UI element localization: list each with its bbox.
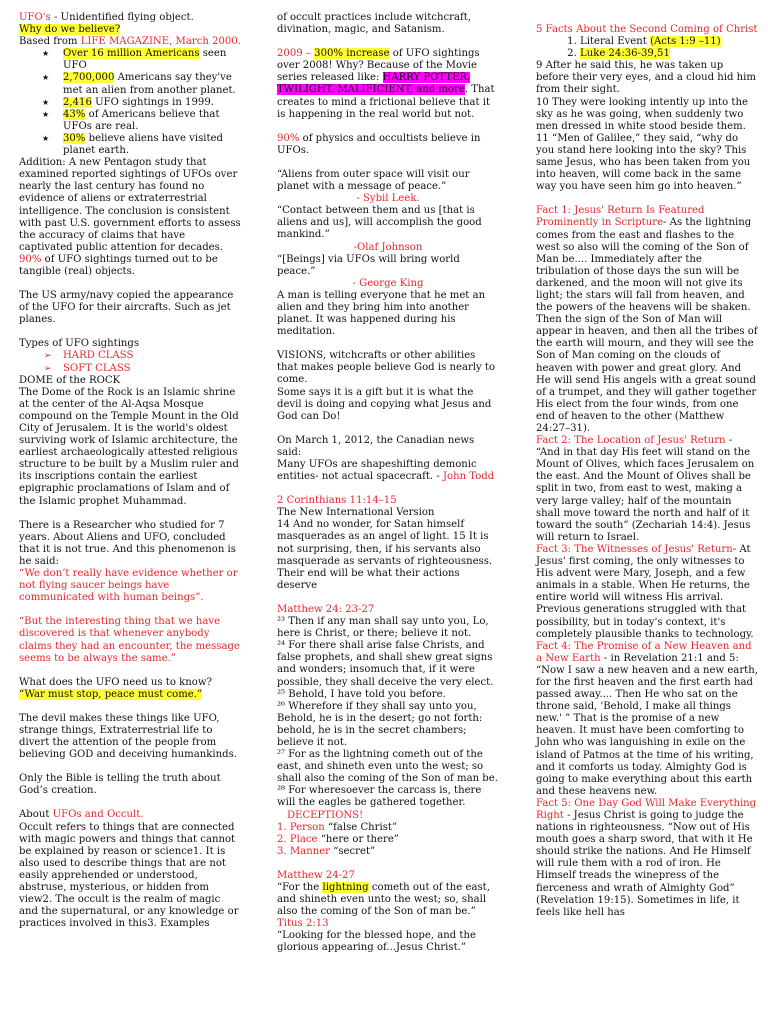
verse <box>277 616 499 640</box>
event-ref-label: Literal Event <box>580 36 651 48</box>
ufo-definition <box>19 12 241 24</box>
class-item-hard: ➢ HARD CLASS <box>63 350 241 362</box>
researcher-paragraph: There is a Researcher who studied for 7 years. About Aliens and UFO, concluded that it is not true. And this phenomenon is he said: <box>19 519 236 567</box>
occult-continued: of occult practices include witchcraft, divination, magic, and Satanism. <box>277 12 471 36</box>
fact-1-title: Fact 1: Jesus' Return Is Featured Prominently in Scripture <box>536 205 705 229</box>
stat-highlight: 30% <box>63 132 86 144</box>
author-john-todd: John Todd <box>442 471 495 483</box>
event-ref-highlight: Luke 24:36-39,51 <box>580 48 670 60</box>
shapeshifting-line <box>277 459 499 483</box>
verse-number: ²⁷ <box>277 749 286 761</box>
verse-text: For wheresoever the carcass is, there will the eagles be gathered together. <box>277 785 482 809</box>
pentagon-addition: Addition: A new Pentagon study that examined reported sightings of UFOs over nearly the last century has found no evidence of aliens or extraterrestrial intelligence. The conclusion is consistent with past U.S. government efforts to assess the accuracy of claims that have captivated public attention for decades. <box>19 157 241 253</box>
about-heading <box>19 809 241 821</box>
spacer <box>19 761 241 773</box>
fact-2-title: Fact 2: The Location of Jesus' Return <box>536 435 726 447</box>
author-olaf: -Olaf Johnson <box>353 241 423 253</box>
verse <box>277 640 499 688</box>
spacer <box>19 797 241 809</box>
fact-4-text: - in Revelation 21:1 and 5: “Now I saw a new heaven and a new earth, for the first heaven and the first earth had passed away.... Then He who sat on the throne said, 'Behold, I make all things new.' ” That is the promise of a new heaven. It must have been comforting to John who was languishing in exile on the island of Patmos at the time of his writing, and it comforts us today. Almighty God is going to make everything about this earth and these heavens new. <box>536 652 758 797</box>
movies-highlight: HARRY POTTER. TWILIGHT. MALIFICIENT, and more <box>277 72 471 96</box>
stat-text: UFO sightings in 1999. <box>91 96 214 108</box>
spacer <box>19 508 241 520</box>
year-2009-text-end: . That creates to mind a frictional believe that it is happening in the real world but not. <box>277 84 495 120</box>
stat-item <box>63 72 241 96</box>
quote-sybil: “Aliens from outer space will visit our planet with a message of peace.” <box>277 168 470 193</box>
types-heading: Types of UFO sightings <box>19 338 140 350</box>
titus-ref: Titus 2:13 <box>277 918 329 930</box>
column-middle <box>277 12 499 955</box>
lightning-pre: “For the <box>277 882 323 893</box>
event-ref-list <box>536 36 758 60</box>
class-item-soft: ➢ SOFT CLASS <box>63 363 241 375</box>
deception-value: “secret” <box>330 845 376 857</box>
deception-key: 2. Place <box>277 833 318 845</box>
ufo-definition-text: - Unidentified flying object. <box>50 12 194 23</box>
why-believe-heading <box>19 24 241 36</box>
researcher-quote-1: “We don’t really have evidence whether or not flying saucer beings have communicated with human beings”. <box>19 568 238 604</box>
stat-highlight: 2,700,000 <box>63 72 115 84</box>
five-facts-heading: 5 Facts About the Second Coming of Christ <box>536 24 758 35</box>
why-believe-text: Why do we believe? <box>19 24 121 36</box>
stat-item <box>63 133 241 157</box>
army-navy-paragraph: The US army/navy copied the appearance of the UFO for their aircrafts. Such as jet planes. <box>19 290 234 326</box>
about-topic: UFOs and Occult. <box>52 809 144 821</box>
stat-highlight: 43% <box>63 108 86 120</box>
fact-3 <box>536 544 758 641</box>
spacer <box>277 157 499 169</box>
verse-text: For there shall arise false Christs, and false prophets, and shall shew great signs and wonders; insomuch that, if it were possible, they shall deceive the very elect. <box>277 640 494 688</box>
fact-2-text: - “And in that day His feet will stand on the Mount of Olives, which faces Jerusalem on the east. And the Mount of Olives shall be split in two, from east to west, making a very large valley; half of the mountain shall move toward the north and half of it toward the south” (Zechariah 14:4). Jesus will return to Israel. <box>536 435 755 543</box>
sightings-90-percent <box>19 254 241 278</box>
stat-text: seen UFO <box>63 48 227 72</box>
deception-value: “here or there” <box>317 833 399 845</box>
spacer <box>19 604 241 616</box>
stat-highlight: Over 16 million Americans <box>63 48 200 60</box>
researcher-quote-2: “But the interesting thing that we have discovered is that whenever anybody claims they had an encounter, the message seems to be always the same.” <box>19 616 240 664</box>
stat-text: of Americans believe that UFOs are real. <box>63 108 220 132</box>
spacer <box>277 338 499 350</box>
verse-text: For as the lightning cometh out of the east, and shineth even unto the west; so shall also the coming of the Son of man be. <box>277 749 498 785</box>
spacer <box>277 121 499 133</box>
stat-item <box>63 109 241 133</box>
deception-key: 3. Manner <box>277 845 330 857</box>
deception-item <box>277 846 499 858</box>
event-ref-highlight: (Acts 1:9 –11) <box>650 36 721 48</box>
spacer <box>277 592 499 604</box>
deception-item <box>277 834 499 846</box>
increase-highlight: 300% increase <box>314 48 390 60</box>
fact-1 <box>536 205 758 435</box>
matthew-ref: Matthew 24: 23-27 <box>277 603 375 615</box>
fact-4-title: Fact 4: The Promise of a New Heaven and a New Earth <box>536 640 752 664</box>
stat-text: Americans say they've met an alien from another planet. <box>63 72 236 96</box>
spacer <box>536 193 758 205</box>
spacer <box>277 36 499 48</box>
spacer <box>277 483 499 495</box>
verse-text: Then if any man shall say unto you, Lo, here is Christ, or there; believe it not. <box>277 616 489 640</box>
verse <box>277 701 499 749</box>
spacer <box>19 278 241 290</box>
spacer <box>19 665 241 677</box>
visions-paragraph: VISIONS, witchcrafts or other abilities that makes people believe God is nearly to come. <box>277 350 496 386</box>
verse-text: Behold, I have told you before. <box>285 688 446 700</box>
fact-4 <box>536 641 758 798</box>
titus-quote: “Looking for the blessed hope, and the glorious appearing of...Jesus Christ.” <box>277 930 476 954</box>
stat-text: believe aliens have visited planet earth. <box>63 132 223 157</box>
acts-verse-9: 9 After he said this, he was taken up before their very eyes, and a cloud hid him from their sight. <box>536 60 756 96</box>
verse-text: Wherefore if they shall say unto you, Behold, he is in the desert; go not forth: behold, he is in the secret chambers; believe it not. <box>277 700 483 748</box>
deceptions-heading: DECEPTIONS! <box>287 809 364 821</box>
ufo-need-question: What does the UFO need us to know? <box>19 676 212 688</box>
quote-olaf: “Contact between them and us [that is aliens and us], will accomplish the good mankind.” <box>277 205 482 241</box>
about-prefix: About <box>19 809 53 821</box>
lightning-highlight: lightning <box>322 882 369 893</box>
matthew-27-ref: Matthew 24-27 <box>277 869 355 881</box>
canadian-news: On March 1, 2012, the Canadian news said: <box>277 434 475 458</box>
gift-paragraph: Some says it is a gift but it is what the devil is doing and copying what Jesus and God can Do! <box>277 386 492 422</box>
war-peace-text: “War must stop, peace must come.” <box>19 688 203 700</box>
source-magazine: LIFE MAGAZINE, March 2000. <box>80 36 241 48</box>
fact-5-title: Fact 5: One Day God Will Make Everything Right <box>536 797 757 821</box>
spacer <box>277 423 499 435</box>
verse-number: ²⁶ <box>277 700 286 712</box>
corinthians-text: 14 And no wonder, for Satan himself masquerades as an angel of light. 15 It is not surprising, then, if his servants also masquerade as servants of righteousness. Their end will be what their actions deserve <box>277 519 493 591</box>
verse <box>277 689 499 701</box>
verse-number: ²⁸ <box>277 785 286 797</box>
fact-3-title: Fact 3: The Witnesses of Jesus' Return <box>536 543 733 555</box>
shapeshifting-text: Many UFOs are shapeshifting demonic entities- not actual spacecraft. - <box>277 459 477 483</box>
verse <box>277 785 499 809</box>
source-prefix: Based from <box>19 36 81 48</box>
event-ref-item <box>580 48 758 60</box>
stat-item <box>63 48 241 72</box>
deception-value: “false Christ” <box>324 821 398 833</box>
acts-verse-10: 10 They were looking intently up into the sky as he was going, when suddenly two men dressed in white stood beside them. 11 “Men of Galilee,” they said, “why do you stand here looking into the sky? This same Jesus, who has been taken from you into heaven, will come back in the same way you have seen him go into heaven.” <box>536 96 751 193</box>
fact-3-text: - At Jesus' first coming, the only witnesses to His advent were Mary, Joseph, and a few animals in a stable. When He returns, the entire world will witness His arrival. Previous generations struggled with that possibility, but in today's context, it's completely plausible thanks to technology. <box>536 543 754 640</box>
percent-90: 90% <box>19 253 42 265</box>
physics-text: of physics and occultists believe in UFOs. <box>277 132 481 156</box>
author-king: - George King <box>352 277 424 289</box>
year-2009: 2009 – <box>277 48 315 60</box>
devil-paragraph: The devil makes these things like UFO, strange things, Extraterrestrial life to divert the attention of the people from believing GOD and deceiving humankinds. <box>19 712 237 761</box>
verse-number: ²³ <box>277 616 286 628</box>
fact-5-text: - Jesus Christ is going to judge the nations in righteousness. “Now out of His mouth goes a sharp sword, that with it He should strike the nations. And He Himself will rule them with a rod of iron. He Himself treads the winepress of the fierceness and wrath of Almighty God” (Revelation 19:15). Sometimes in life, it feels like hell has <box>536 810 753 918</box>
dome-paragraph: The Dome of the Rock is an Islamic shrine at the center of the Al-Aqsa Mosque compound on the Temple Mount in the Old City of Jerusalem. It is the world's oldest surviving work of Islamic architecture, the earliest archaeologically attested religious structure to be built by a Muslim ruler and its inscriptions contain the earliest epigraphic proclamations of Islam and of the Islamic prophet Muhammad. <box>19 386 239 507</box>
fact-2 <box>536 435 758 544</box>
physics-90-percent <box>277 133 499 157</box>
quote-king: “[Beings] via UFOs will bring world peace.” <box>277 253 460 277</box>
alien-man-paragraph: A man is telling everyone that he met an alien and they bring him into another planet. It was happened during his meditation. <box>277 289 486 338</box>
stat-item <box>63 97 241 109</box>
sightings-text: of UFO sightings turned out to be tangible (real) objects. <box>19 253 218 277</box>
lightning-post: cometh out of the east, and shineth even unto the west; so, shall also the coming of the Son of man be.” <box>277 882 490 918</box>
class-list <box>19 350 241 374</box>
stat-highlight: 2,416 <box>63 96 92 108</box>
war-peace-line <box>19 689 241 701</box>
verse-number: ²⁴ <box>277 640 286 652</box>
corinthians-ref: 2 Corinthians 11:14–15 <box>277 495 397 507</box>
dome-heading: DOME of the ROCK <box>19 374 121 386</box>
lightning-quote <box>277 882 499 918</box>
fact-1-text: - As the lightning comes from the east and flashes to the west so also will the coming of the Son of Man be.... Immediately after the tribulation of those days the sun will be darkened, and the moon will not give its light; the stars will fall from heaven, and the powers of the heavens will be shaken. Then the sign of the Son of Man will appear in heaven, and then all the tribes of the earth will mourn, and they will see the Son of Man coming on the clouds of heaven with power and great glory. And He will send His angels with a great sound of a trumpet, and they will gather together His elect from the four winds, from one end of heaven to the other (Matthew 24:27–31). <box>536 217 758 434</box>
spacer <box>19 701 241 713</box>
occult-paragraph: Occult refers to things that are connected with magic powers and things that cannot be explained by reason or science1. It is also used to describe things that are not easily apprehended or understood, abstruse, mysterious, or hidden from view2. The occult is the realm of magic and the supernatural, or any knowledge or practices involved in this3. Examples <box>19 821 239 930</box>
spacer <box>19 326 241 338</box>
verse-number: ²⁵ <box>277 688 286 700</box>
author-sybil: - Sybil Leek. <box>356 193 420 205</box>
spacer <box>536 12 758 24</box>
year-2009-text: of UFO sightings over 2008! Why? Because of the Movie series released like: <box>277 48 480 84</box>
event-ref-item <box>580 36 758 48</box>
column-right <box>536 12 758 919</box>
deception-item <box>277 822 499 834</box>
stats-list <box>19 48 241 157</box>
year-2009-paragraph <box>277 48 499 121</box>
corinthians-version: The New International Version <box>277 507 435 519</box>
percent-90: 90% <box>277 132 300 144</box>
verse <box>277 749 499 785</box>
source-line <box>19 36 241 48</box>
bible-paragraph: Only the Bible is telling the truth about God’s creation. <box>19 773 221 797</box>
ufo-term: UFO's <box>19 12 51 23</box>
deception-key: 1. Person <box>277 821 325 833</box>
column-left <box>19 12 241 930</box>
fact-5 <box>536 798 758 919</box>
spacer <box>277 858 499 870</box>
